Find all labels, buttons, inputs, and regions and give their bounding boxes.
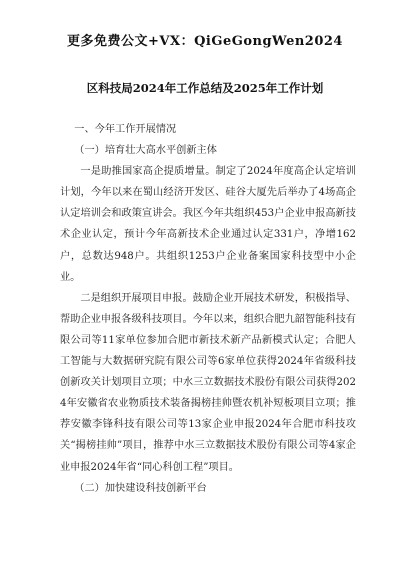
paragraph-1: 一是助推国家高企提质增量。制定了2024年度高企认定培训计划，今年以来在蜀山经济开发区、硅谷大厦先后举办了4场高企认定培训会和政策宣讲会。我区今年共组织453户企业申报高新技术企业认定，预计今年高新技术企业通过认定331户，净增162户，总数达948户。共组织1253户企业备案国家科技型中小企业。 xyxy=(60,166,356,283)
subsection-heading-1: （一）培育壮大高水平创新主体 xyxy=(74,145,217,157)
section-heading-1: 一、今年工作开展情况 xyxy=(74,124,177,135)
watermark-text: 更多免费公文+VX：QiGeGongWen2024 xyxy=(67,34,343,49)
document-body xyxy=(60,119,356,499)
paragraph-2: 二是组织开展项目申报。鼓励企业开展技术研发，积极指导、帮助企业申报各级科技项目。今年以来，组织合肥九韶智能科技有限公司等11家单位参加合肥市新技术新产品新模式认定；合肥人工智能与大数据研究院有限公司等6家单位获得2024年省级科技创新攻关计划项目立项；中水三立数据技术股份有限公司获得2024年安徽省农业物质技术装备揭榜挂帅暨农机补短板项目立项；推荐安徽李锋科技有限公司等13家企业申报2024年合肥市科技攻关“揭榜挂帅”项目，推荐中水三立数据技术股份有限公司等4家企业申报2024年省“同心科创工程”项目。 xyxy=(60,292,356,473)
subsection-heading-2: （二）加快建设科技创新平台 xyxy=(74,482,207,494)
document-title: 区科技局2024年工作总结及2025年工作计划 xyxy=(86,81,324,95)
